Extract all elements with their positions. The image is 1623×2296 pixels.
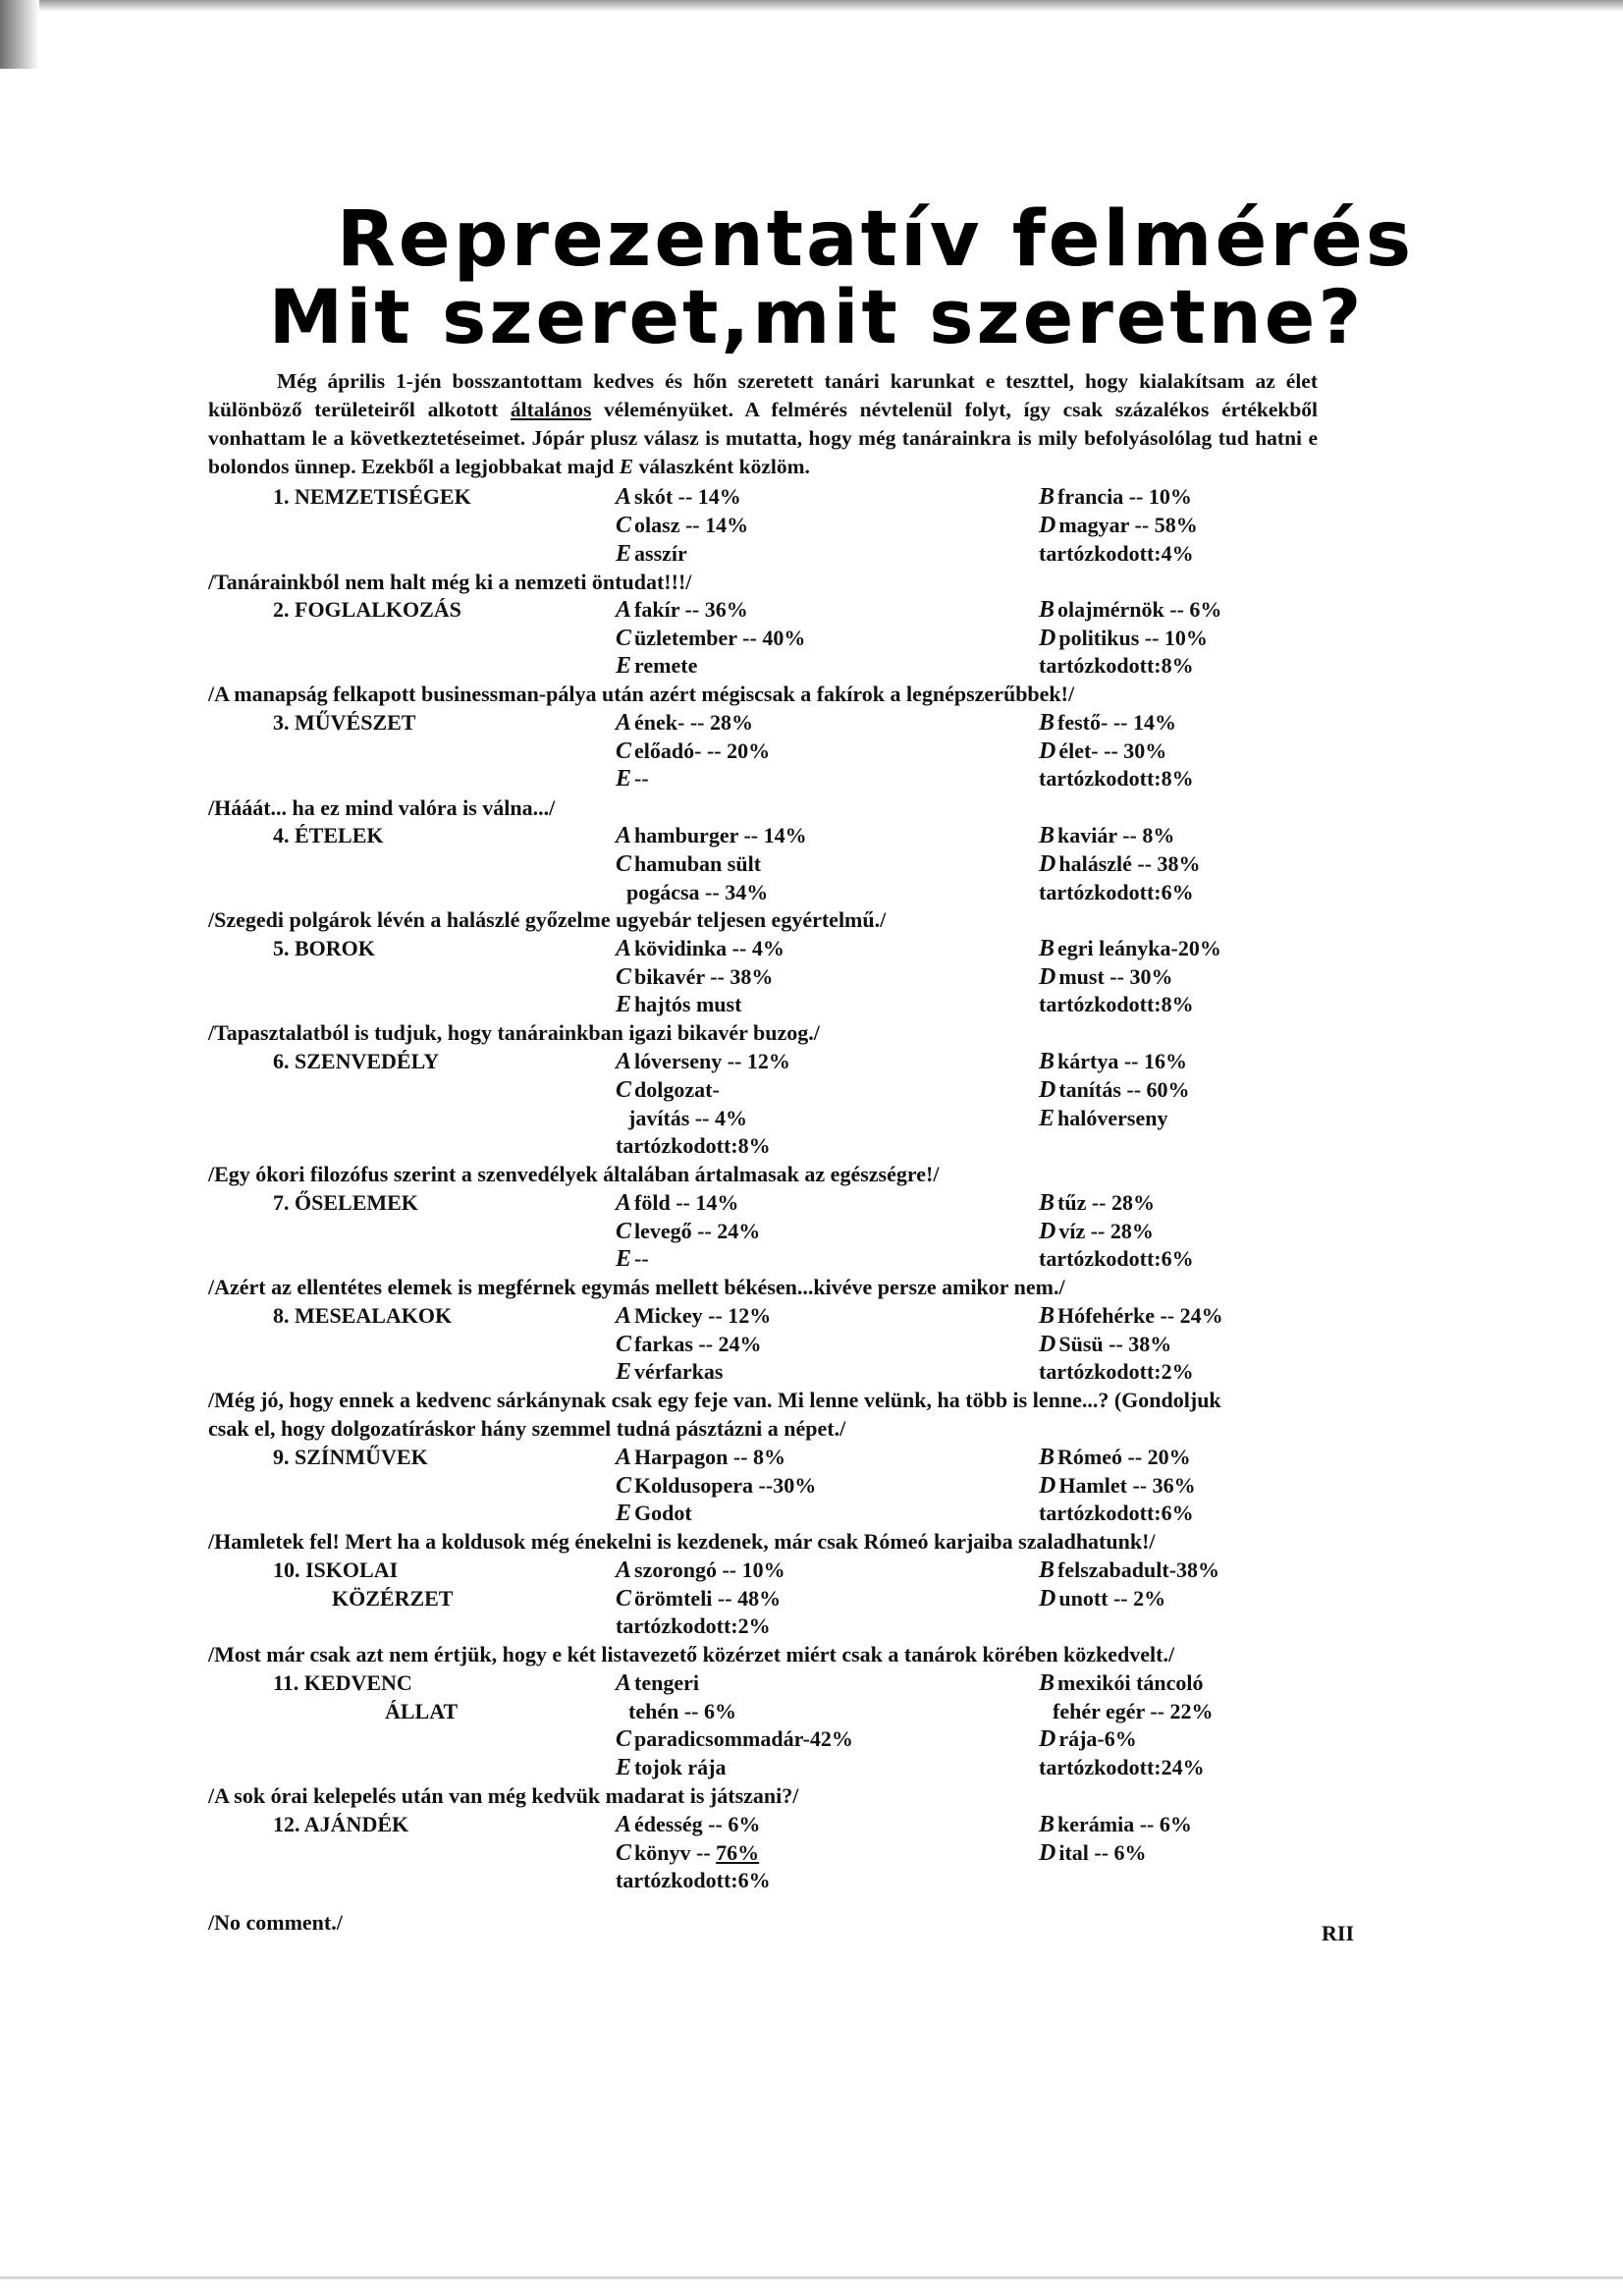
- section-title-continued: KÖZÉRZET: [332, 1586, 454, 1611]
- answer-a: [616, 1443, 785, 1472]
- abstain-value: tartózkodott:6%: [1039, 880, 1194, 904]
- section-title: 1. NEMZETISÉGEK: [273, 484, 471, 509]
- section-comment: /Hááát... ha ez mind valóra is válna.../: [208, 795, 556, 820]
- option-letter: A: [616, 1049, 632, 1074]
- answer-d: [1039, 962, 1172, 992]
- answer-text: levegő -- 24%: [634, 1219, 761, 1243]
- answer-c-continued: pogácsa -- 34%: [626, 880, 769, 904]
- answer-c: [616, 511, 748, 540]
- scan-edge-corner: [0, 0, 39, 69]
- answer-e: [616, 1244, 649, 1274]
- answer-text: üzletember -- 40%: [634, 626, 806, 650]
- title-line-2: Mit szeret,mit szeretne?: [268, 273, 1365, 360]
- answer-text: ital -- 6%: [1058, 1840, 1147, 1865]
- answer-text: must -- 30%: [1058, 964, 1173, 989]
- answer-b: [1039, 1810, 1192, 1839]
- answer-text: egri leányka-20%: [1057, 936, 1221, 960]
- abstain-value: tartózkodott:2%: [1039, 1359, 1194, 1384]
- answer-b: [1039, 934, 1221, 963]
- answer-text: hamuban sült: [634, 851, 762, 876]
- option-letter: E: [616, 992, 632, 1017]
- answer-a: [616, 821, 807, 850]
- option-letter: B: [1039, 1670, 1055, 1696]
- option-letter: D: [1039, 513, 1056, 538]
- answer-d: [1039, 849, 1201, 879]
- answer-b: [1039, 1047, 1187, 1076]
- option-letter: A: [616, 1190, 632, 1216]
- answer-c: [616, 624, 805, 653]
- option-letter: E: [616, 1501, 632, 1526]
- section-title: 12. AJÁNDÉK: [273, 1812, 409, 1836]
- answer-text: szorongó -- 10%: [634, 1558, 785, 1582]
- answer-a: [616, 1188, 738, 1218]
- answer-e: [616, 1753, 727, 1782]
- answer-text: Süsü -- 38%: [1058, 1332, 1172, 1356]
- answer-text: dolgozat-: [634, 1077, 720, 1102]
- section-title: 6. SZENVEDÉLY: [273, 1049, 440, 1073]
- scan-edge-top: [0, 0, 1623, 12]
- section-title: 5. BOROK: [273, 936, 375, 960]
- answer-text: élet- -- 30%: [1058, 738, 1167, 763]
- answer-text: vérfarkas: [634, 1359, 724, 1384]
- answer-text: tűz -- 28%: [1057, 1190, 1155, 1215]
- answer-text: Hófehérke -- 24%: [1057, 1303, 1223, 1328]
- answer-c: [616, 1075, 720, 1105]
- option-letter: A: [616, 1812, 632, 1837]
- section-comment: /Most már csak azt nem értjük, hogy e két listavezető közérzet miért csak a tanárok körében közkedvelt./: [208, 1642, 1175, 1667]
- option-letter: E: [616, 766, 632, 792]
- option-letter: B: [1039, 710, 1055, 736]
- option-letter: B: [1039, 484, 1055, 510]
- answer-text: tanítás -- 60%: [1058, 1077, 1190, 1102]
- answer-text: bikavér -- 38%: [634, 964, 774, 989]
- answer-e: [616, 1499, 692, 1528]
- abstain-value: tartózkodott:6%: [1039, 1501, 1194, 1525]
- answer-c: [616, 1217, 760, 1246]
- answer-text: kaviár -- 8%: [1057, 823, 1175, 847]
- option-letter: D: [1039, 1726, 1056, 1752]
- option-letter: B: [1039, 936, 1055, 961]
- answer-text: farkas -- 24%: [634, 1332, 762, 1356]
- option-letter: E: [1039, 1106, 1055, 1131]
- answer-c-continued: javítás -- 4%: [628, 1106, 747, 1130]
- answer-text: előadó- -- 20%: [634, 738, 771, 763]
- answer-c: [616, 1471, 816, 1501]
- intro-text: válaszként közlöm.: [633, 455, 810, 478]
- section-comment: /No comment./: [208, 1910, 343, 1935]
- answer-text: --: [634, 1246, 649, 1271]
- option-letter: E: [616, 1246, 632, 1272]
- answer-c: [616, 962, 773, 992]
- intro-underlined-word: általános: [510, 398, 592, 421]
- answer-text: rája-6%: [1058, 1726, 1137, 1751]
- option-letter: A: [616, 1445, 632, 1470]
- section-title: 8. MESEALAKOK: [273, 1303, 453, 1328]
- section-comment: /Egy ókori filozófus szerint a szenvedélyek általában ártalmasak az egészségre!/: [208, 1162, 940, 1186]
- option-letter: A: [616, 1670, 632, 1696]
- option-letter: C: [616, 1586, 632, 1612]
- abstain-value: tartózkodott:6%: [1039, 1246, 1194, 1271]
- answer-text: kövidinka -- 4%: [634, 936, 784, 960]
- answer-text: remete: [634, 653, 698, 678]
- section-title-continued: ÁLLAT: [385, 1699, 459, 1723]
- option-letter: C: [616, 1473, 632, 1499]
- answer-d: [1039, 1838, 1147, 1868]
- option-letter: A: [616, 936, 632, 961]
- answer-text: halászlé -- 38%: [1058, 851, 1201, 876]
- answer-d: [1039, 1075, 1190, 1105]
- answer-text: skót -- 14%: [634, 484, 741, 509]
- option-letter: E: [616, 1755, 632, 1780]
- intro-text: véleményüket. A felmérés névtelenül folyt, így csak százalékos értékekből vonhattam le a következtetéseimet. Jópár plusz válasz is mutatta, hogy még tanárainkra is mily befolyásolólag tud hatni e bolondos ünnep. Ezekből a legjobbakat majd: [208, 398, 1319, 478]
- option-letter: C: [616, 851, 632, 877]
- abstain-value: tartózkodott:8%: [616, 1133, 771, 1158]
- answer-b: [1039, 1556, 1219, 1585]
- intro-text: Még április 1-jén bosszantottam kedves és hőn szeretett tanári karunkat e teszttel, hogy kialakítsam az élet különböző területeiről alkotott: [208, 369, 1318, 421]
- answer-d: [1039, 624, 1208, 653]
- answer-b: [1039, 595, 1221, 625]
- answer-text: kártya -- 16%: [1057, 1049, 1187, 1073]
- answer-e: [616, 990, 741, 1019]
- answer-b: [1039, 708, 1176, 738]
- answer-text: Rómeó -- 20%: [1057, 1445, 1191, 1469]
- answer-text: víz -- 28%: [1058, 1219, 1154, 1243]
- answer-d: [1039, 1330, 1171, 1359]
- section-comment: /Tapasztalatból is tudjuk, hogy tanárainkban igazi bikavér buzog./: [208, 1020, 820, 1045]
- option-letter: B: [1039, 1445, 1055, 1470]
- answer-b: [1039, 1188, 1155, 1218]
- section-title: 10. ISKOLAI: [273, 1558, 399, 1582]
- answer-a: [616, 934, 784, 963]
- answer-d: [1039, 1584, 1165, 1613]
- answer-c: [616, 1584, 781, 1613]
- answer-text: könyv --: [634, 1840, 717, 1865]
- option-letter: A: [616, 484, 632, 510]
- answer-b: [1039, 482, 1192, 512]
- answer-text: föld -- 14%: [634, 1190, 739, 1215]
- answer-text: paradicsommadár-42%: [634, 1726, 853, 1751]
- option-letter: A: [616, 823, 632, 848]
- answer-text: halóverseny: [1057, 1106, 1168, 1130]
- answer-text: ének- -- 28%: [634, 710, 753, 735]
- answer-c: [616, 737, 770, 766]
- answer-a: [616, 1047, 790, 1076]
- answer-e: [616, 651, 697, 681]
- answer-a: [616, 1668, 699, 1698]
- option-letter: C: [616, 513, 632, 538]
- answer-d: [1039, 737, 1166, 766]
- answer-e: [616, 764, 649, 793]
- answer-a: [616, 708, 753, 738]
- answer-text: unott -- 2%: [1058, 1586, 1166, 1611]
- answer-text: francia -- 10%: [1057, 484, 1192, 509]
- section-comment-continued: csak el, hogy dolgozatíráskor hány szemmel tudná pásztázni a népet./: [208, 1416, 846, 1441]
- intro-letter: E: [619, 455, 634, 478]
- answer-underlined-value: 76%: [716, 1840, 760, 1865]
- abstain-value: tartózkodott:8%: [1039, 653, 1194, 678]
- option-letter: A: [616, 597, 632, 623]
- answer-text: lóverseny -- 12%: [634, 1049, 790, 1073]
- answer-text: festő- -- 14%: [1057, 710, 1176, 735]
- answer-text: hajtós must: [634, 992, 742, 1016]
- answer-text: olasz -- 14%: [634, 513, 749, 537]
- section-title: 11. KEDVENC: [273, 1670, 412, 1695]
- answer-text: édesség -- 6%: [634, 1812, 761, 1836]
- option-letter: C: [616, 738, 632, 764]
- option-letter: B: [1039, 1812, 1055, 1837]
- answer-e: [616, 539, 687, 569]
- section-title: 7. ŐSELEMEK: [273, 1190, 418, 1215]
- option-letter: D: [1039, 851, 1056, 877]
- title-line-1: Reprezentatív felmérés: [336, 195, 1415, 284]
- section-comment: /A sok órai kelepelés után van még kedvük madarat is játszani?/: [208, 1783, 799, 1808]
- option-letter: A: [616, 1558, 632, 1583]
- answer-a-continued: tehén -- 6%: [628, 1699, 736, 1723]
- option-letter: C: [616, 1077, 632, 1103]
- answer-d: [1039, 1724, 1137, 1754]
- signature: RII: [1322, 1921, 1355, 1945]
- option-letter: B: [1039, 1303, 1055, 1329]
- option-letter: B: [1039, 1049, 1055, 1074]
- answer-text: Godot: [634, 1501, 692, 1525]
- option-letter: E: [616, 541, 632, 567]
- option-letter: D: [1039, 964, 1056, 990]
- option-letter: D: [1039, 626, 1056, 651]
- option-letter: B: [1039, 823, 1055, 848]
- answer-text: Harpagon -- 8%: [634, 1445, 786, 1469]
- answer-text: örömteli -- 48%: [634, 1586, 782, 1611]
- option-letter: B: [1039, 597, 1055, 623]
- option-letter: B: [1039, 1558, 1055, 1583]
- option-letter: C: [616, 626, 632, 651]
- section-comment: /A manapság felkapott businessman-pálya után azért mégiscsak a fakírok a legnépszerűbbek!/: [208, 682, 1075, 706]
- answer-b: [1039, 1443, 1191, 1472]
- answer-d: [1039, 1471, 1196, 1501]
- answer-text: asszír: [634, 541, 687, 566]
- answer-b-continued: fehér egér -- 22%: [1053, 1699, 1214, 1723]
- answer-text: tojok rája: [634, 1755, 727, 1779]
- answer-e: [1039, 1104, 1167, 1133]
- option-letter: E: [616, 653, 632, 679]
- answer-a: [616, 1810, 760, 1839]
- answer-a: [616, 1301, 771, 1331]
- answer-c: [616, 1724, 853, 1754]
- intro-paragraph: [208, 367, 1318, 481]
- section-comment: /Még jó, hogy ennek a kedvenc sárkánynak csak egy feje van. Mi lenne velünk, ha több is lenne...? (Gondoljuk: [208, 1388, 1221, 1412]
- option-letter: E: [616, 1359, 632, 1385]
- option-letter: C: [616, 964, 632, 990]
- answer-text: kerámia -- 6%: [1057, 1812, 1192, 1836]
- option-letter: A: [616, 710, 632, 736]
- answer-b: [1039, 821, 1174, 850]
- section-comment: /Szegedi polgárok lévén a halászlé győzelme ugyebár teljesen egyértelmű./: [208, 907, 887, 932]
- answer-e: [616, 1357, 723, 1387]
- scan-edge-bottom: [0, 2276, 1623, 2279]
- answer-text: mexikói táncoló: [1057, 1670, 1204, 1695]
- option-letter: D: [1039, 1332, 1056, 1357]
- abstain-value: tartózkodott:4%: [1039, 541, 1194, 566]
- option-letter: C: [616, 1840, 632, 1866]
- section-title: 3. MŰVÉSZET: [273, 710, 416, 735]
- answer-text: politikus -- 10%: [1058, 626, 1208, 650]
- answer-text: Koldusopera --30%: [634, 1473, 817, 1498]
- answer-b: [1039, 1301, 1223, 1331]
- answer-b: [1039, 1668, 1204, 1698]
- answer-text: tengeri: [634, 1670, 699, 1695]
- option-letter: A: [616, 1303, 632, 1329]
- answer-a: [616, 1556, 785, 1585]
- section-title: 4. ÉTELEK: [273, 823, 384, 847]
- option-letter: C: [616, 1726, 632, 1752]
- answer-c: [616, 849, 761, 879]
- answer-text: fakír -- 36%: [634, 597, 748, 622]
- answer-text: --: [634, 766, 649, 791]
- answer-text: Mickey -- 12%: [634, 1303, 772, 1328]
- answer-text: Hamlet -- 36%: [1058, 1473, 1196, 1498]
- option-letter: D: [1039, 1077, 1056, 1103]
- answer-text: hamburger -- 14%: [634, 823, 807, 847]
- section-title: 9. SZÍNMŰVEK: [273, 1445, 428, 1469]
- option-letter: D: [1039, 1840, 1056, 1866]
- answer-a: [616, 482, 741, 512]
- abstain-value: tartózkodott:8%: [1039, 992, 1194, 1016]
- option-letter: C: [616, 1332, 632, 1357]
- option-letter: B: [1039, 1190, 1055, 1216]
- abstain-value: tartózkodott:8%: [1039, 766, 1194, 791]
- answer-a: [616, 595, 748, 625]
- option-letter: C: [616, 1219, 632, 1244]
- answer-d: [1039, 1217, 1154, 1246]
- section-comment: /Tanárainkból nem halt még ki a nemzeti öntudat!!!/: [208, 570, 692, 594]
- abstain-value: tartózkodott:2%: [616, 1613, 771, 1638]
- answer-text: magyar -- 58%: [1058, 513, 1198, 537]
- option-letter: D: [1039, 738, 1056, 764]
- answer-text: felszabadult-38%: [1057, 1558, 1220, 1582]
- answer-c: [616, 1330, 762, 1359]
- abstain-value: tartózkodott:6%: [616, 1868, 771, 1892]
- abstain-value: tartózkodott:24%: [1039, 1755, 1205, 1779]
- option-letter: D: [1039, 1586, 1056, 1612]
- answer-d: [1039, 511, 1198, 540]
- section-comment: /Azért az ellentétes elemek is megférnek egymás mellett békésen...kivéve persze amikor nem./: [208, 1275, 1065, 1299]
- answer-text: olajmérnök -- 6%: [1057, 597, 1222, 622]
- answer-c: [616, 1838, 759, 1868]
- section-comment: /Hamletek fel! Mert ha a koldusok még énekelni is kezdenek, már csak Rómeó karjaiba szaladhatunk!/: [208, 1529, 1156, 1554]
- option-letter: D: [1039, 1473, 1056, 1499]
- option-letter: D: [1039, 1219, 1056, 1244]
- section-title: 2. FOGLALKOZÁS: [273, 597, 461, 622]
